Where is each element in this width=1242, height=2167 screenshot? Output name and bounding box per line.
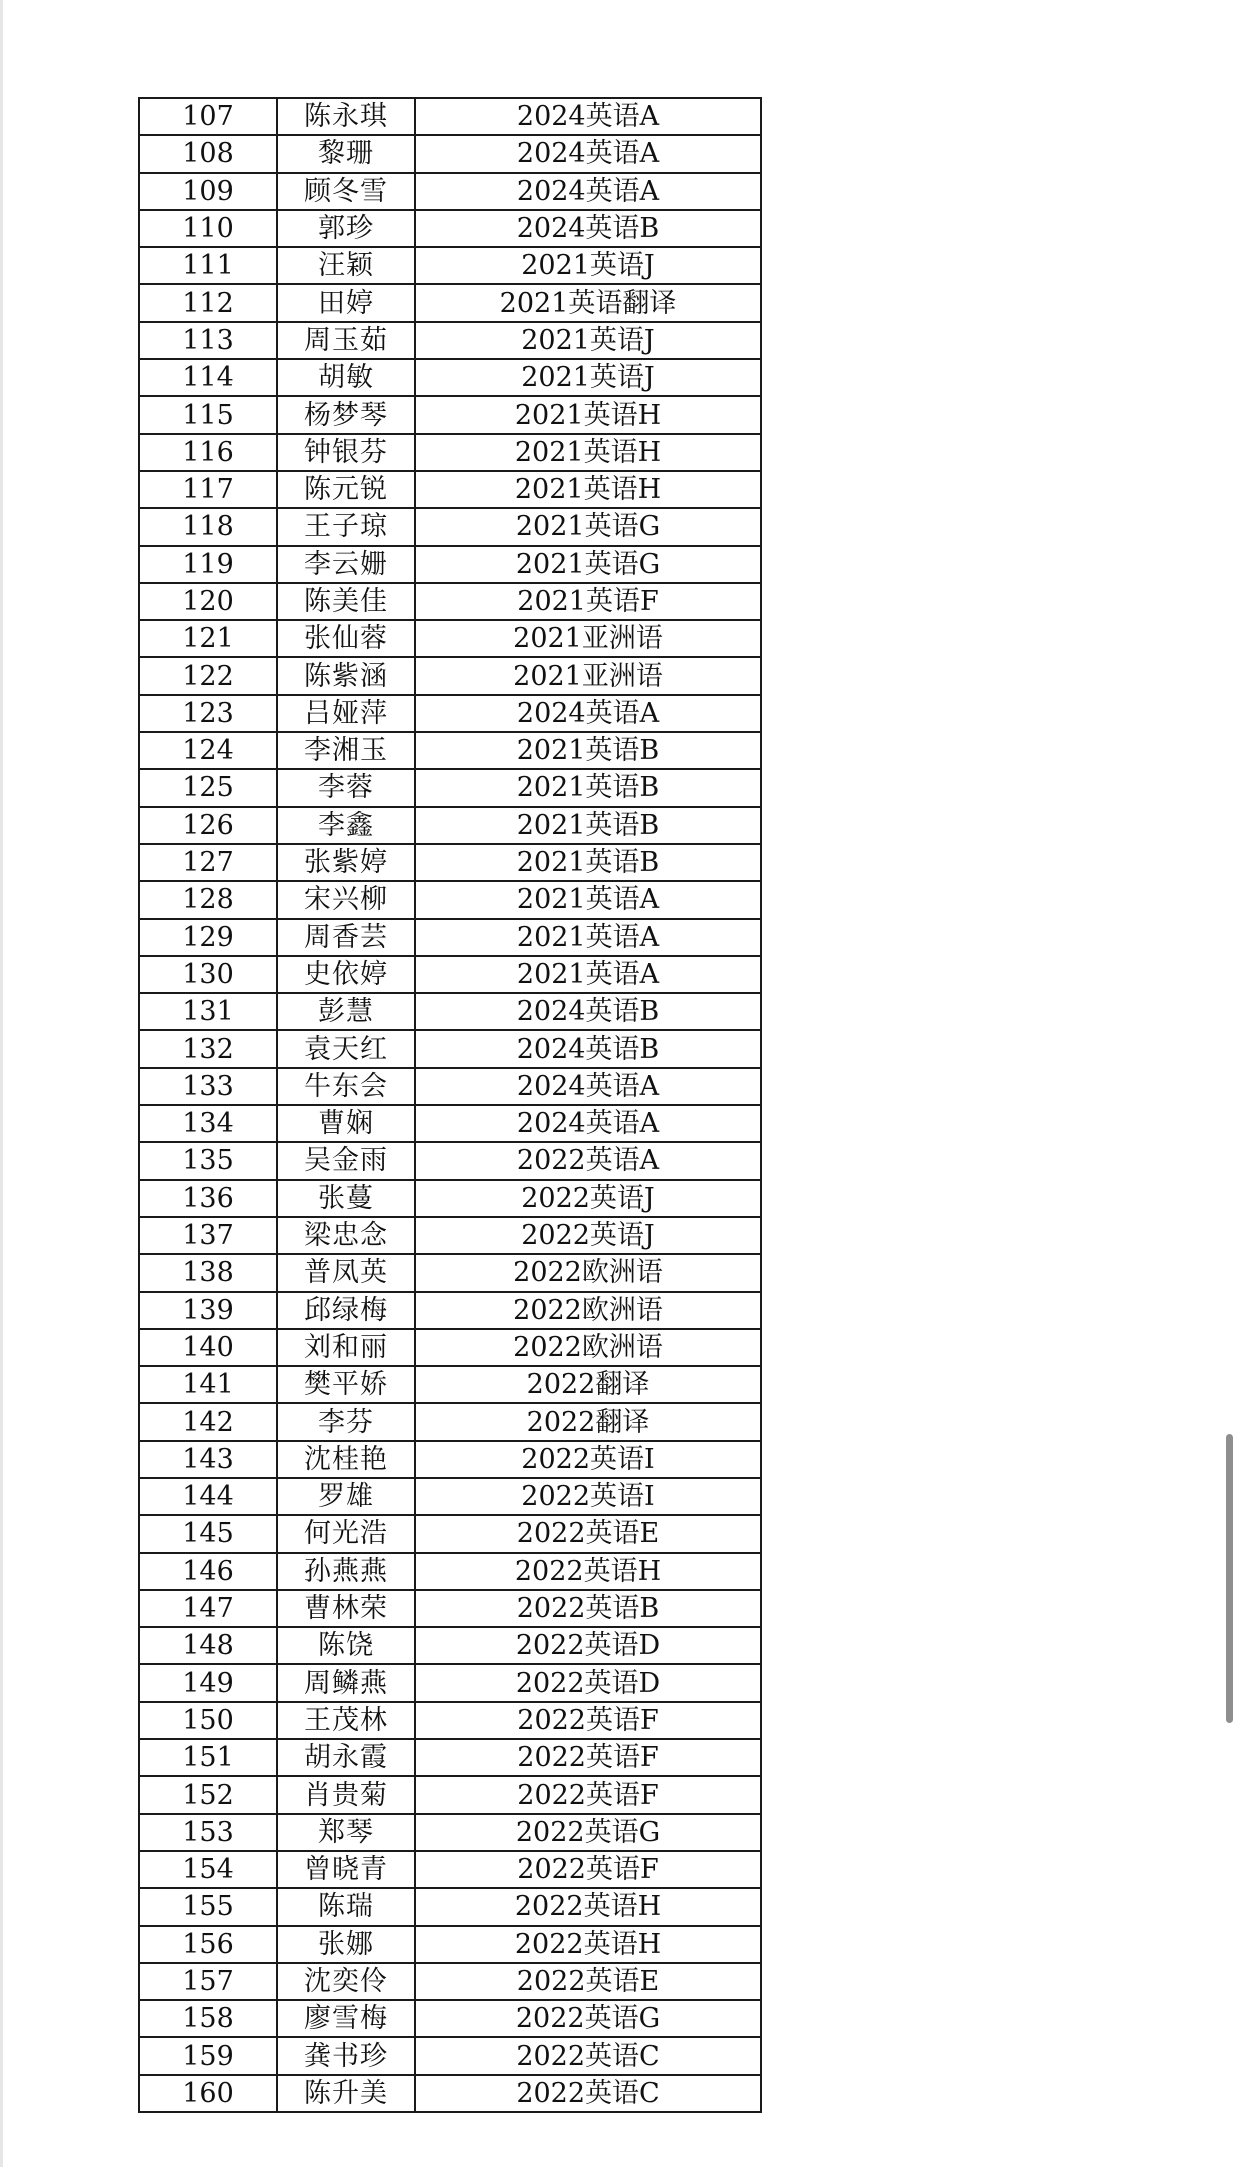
row-number-cell: 139 [139, 1292, 277, 1329]
class-name-cell: 2021英语J [415, 247, 761, 284]
table-row [139, 1403, 761, 1440]
class-name-cell: 2021英语A [415, 881, 761, 918]
student-name-cell: 张娜 [277, 1926, 415, 1963]
table-row [139, 695, 761, 732]
table-row [139, 1702, 761, 1739]
student-name-cell: 李湘玉 [277, 732, 415, 769]
row-number-cell: 141 [139, 1366, 277, 1403]
class-name-cell: 2022英语F [415, 1851, 761, 1888]
student-name-cell: 宋兴柳 [277, 881, 415, 918]
page-left-edge [0, 0, 3, 2167]
class-name-cell: 2021英语H [415, 396, 761, 433]
table-row [139, 1553, 761, 1590]
student-name-cell: 张仙蓉 [277, 620, 415, 657]
table-row [139, 1739, 761, 1776]
class-name-cell: 2022英语D [415, 1627, 761, 1664]
table-row [139, 434, 761, 471]
table-row [139, 322, 761, 359]
class-name-cell: 2022英语I [415, 1441, 761, 1478]
row-number-cell: 117 [139, 471, 277, 508]
row-number-cell: 109 [139, 173, 277, 210]
table-row [139, 1664, 761, 1701]
row-number-cell: 146 [139, 1553, 277, 1590]
student-name-cell: 周香芸 [277, 919, 415, 956]
class-name-cell: 2022英语I [415, 1478, 761, 1515]
student-name-cell: 胡永霞 [277, 1739, 415, 1776]
row-number-cell: 116 [139, 434, 277, 471]
table-row [139, 620, 761, 657]
student-name-cell: 曹林荣 [277, 1590, 415, 1627]
class-name-cell: 2022英语A [415, 1142, 761, 1179]
row-number-cell: 130 [139, 956, 277, 993]
student-name-cell: 肖贵菊 [277, 1776, 415, 1813]
class-name-cell: 2022英语D [415, 1664, 761, 1701]
table-row [139, 508, 761, 545]
row-number-cell: 136 [139, 1180, 277, 1217]
row-number-cell: 149 [139, 1664, 277, 1701]
class-name-cell: 2024英语A [415, 695, 761, 732]
table-row [139, 1926, 761, 1963]
table-row [139, 919, 761, 956]
student-name-cell: 陈饶 [277, 1627, 415, 1664]
row-number-cell: 121 [139, 620, 277, 657]
student-name-cell: 汪颖 [277, 247, 415, 284]
class-name-cell: 2021英语A [415, 919, 761, 956]
row-number-cell: 125 [139, 769, 277, 806]
student-name-cell: 李蓉 [277, 769, 415, 806]
class-name-cell: 2022英语B [415, 1590, 761, 1627]
table-row [139, 284, 761, 321]
student-name-cell: 沈奕伶 [277, 1963, 415, 2000]
class-name-cell: 2022英语F [415, 1776, 761, 1813]
row-number-cell: 150 [139, 1702, 277, 1739]
class-name-cell: 2021英语H [415, 434, 761, 471]
table-row [139, 993, 761, 1030]
class-name-cell: 2021英语B [415, 732, 761, 769]
student-name-cell: 钟银芬 [277, 434, 415, 471]
student-name-cell: 吴金雨 [277, 1142, 415, 1179]
row-number-cell: 151 [139, 1739, 277, 1776]
table-row [139, 359, 761, 396]
row-number-cell: 129 [139, 919, 277, 956]
table-row [139, 2075, 761, 2112]
table-row [139, 247, 761, 284]
row-number-cell: 143 [139, 1441, 277, 1478]
row-number-cell: 155 [139, 1888, 277, 1925]
class-name-cell: 2022英语C [415, 2037, 761, 2074]
student-name-cell: 陈升美 [277, 2075, 415, 2112]
student-name-cell: 史依婷 [277, 956, 415, 993]
class-name-cell: 2024英语A [415, 1068, 761, 1105]
class-name-cell: 2022英语F [415, 1739, 761, 1776]
table-row [139, 98, 761, 135]
table-row [139, 844, 761, 881]
student-name-cell: 孙燕燕 [277, 1553, 415, 1590]
student-name-cell: 梁忠念 [277, 1217, 415, 1254]
class-name-cell: 2022英语H [415, 1888, 761, 1925]
class-name-cell: 2022英语C [415, 2075, 761, 2112]
row-number-cell: 132 [139, 1030, 277, 1067]
class-name-cell: 2022欧洲语 [415, 1329, 761, 1366]
class-name-cell: 2021英语A [415, 956, 761, 993]
student-name-cell: 陈紫涵 [277, 657, 415, 694]
student-name-cell: 牛东会 [277, 1068, 415, 1105]
table-row [139, 1590, 761, 1627]
table-row [139, 1515, 761, 1552]
table-row [139, 881, 761, 918]
row-number-cell: 124 [139, 732, 277, 769]
class-name-cell: 2024英语B [415, 210, 761, 247]
student-name-cell: 陈美佳 [277, 583, 415, 620]
row-number-cell: 114 [139, 359, 277, 396]
table-row [139, 1105, 761, 1142]
class-name-cell: 2022英语H [415, 1926, 761, 1963]
row-number-cell: 153 [139, 1814, 277, 1851]
table-row [139, 732, 761, 769]
table-row [139, 1627, 761, 1664]
table-row [139, 1030, 761, 1067]
class-name-cell: 2021英语B [415, 844, 761, 881]
table-row [139, 1441, 761, 1478]
student-name-cell: 廖雪梅 [277, 2000, 415, 2037]
table-row [139, 1292, 761, 1329]
row-number-cell: 158 [139, 2000, 277, 2037]
table-row [139, 135, 761, 172]
class-name-cell: 2022翻译 [415, 1366, 761, 1403]
class-name-cell: 2021英语B [415, 769, 761, 806]
table-row [139, 1814, 761, 1851]
student-name-cell: 曹娴 [277, 1105, 415, 1142]
row-number-cell: 148 [139, 1627, 277, 1664]
class-name-cell: 2022英语J [415, 1180, 761, 1217]
student-name-cell: 郑琴 [277, 1814, 415, 1851]
table-row [139, 1963, 761, 2000]
class-name-cell: 2022翻译 [415, 1403, 761, 1440]
table-row [139, 1888, 761, 1925]
row-number-cell: 123 [139, 695, 277, 732]
table-row [139, 546, 761, 583]
table-row [139, 173, 761, 210]
row-number-cell: 107 [139, 98, 277, 135]
class-name-cell: 2024英语A [415, 135, 761, 172]
class-name-cell: 2022英语G [415, 1814, 761, 1851]
table-row [139, 1366, 761, 1403]
class-name-cell: 2022英语E [415, 1963, 761, 2000]
student-name-cell: 李鑫 [277, 807, 415, 844]
student-name-cell: 吕娅萍 [277, 695, 415, 732]
student-name-cell: 张紫婷 [277, 844, 415, 881]
student-name-cell: 周玉茹 [277, 322, 415, 359]
row-number-cell: 147 [139, 1590, 277, 1627]
table-row [139, 2000, 761, 2037]
row-number-cell: 110 [139, 210, 277, 247]
student-name-cell: 杨梦琴 [277, 396, 415, 433]
roster-table [138, 97, 762, 2113]
student-name-cell: 曾晓青 [277, 1851, 415, 1888]
vertical-scrollbar[interactable] [1226, 1434, 1233, 1723]
row-number-cell: 108 [139, 135, 277, 172]
student-name-cell: 邱绿梅 [277, 1292, 415, 1329]
row-number-cell: 134 [139, 1105, 277, 1142]
row-number-cell: 159 [139, 2037, 277, 2074]
student-name-cell: 何光浩 [277, 1515, 415, 1552]
student-name-cell: 刘和丽 [277, 1329, 415, 1366]
student-name-cell: 袁天红 [277, 1030, 415, 1067]
class-name-cell: 2021英语F [415, 583, 761, 620]
class-name-cell: 2022英语J [415, 1217, 761, 1254]
row-number-cell: 144 [139, 1478, 277, 1515]
student-name-cell: 陈元锐 [277, 471, 415, 508]
student-name-cell: 黎珊 [277, 135, 415, 172]
student-name-cell: 周鳞燕 [277, 1664, 415, 1701]
row-number-cell: 160 [139, 2075, 277, 2112]
class-name-cell: 2022英语H [415, 1553, 761, 1590]
table-row [139, 1478, 761, 1515]
table-row [139, 210, 761, 247]
roster-table-body [139, 98, 761, 2112]
table-row [139, 1254, 761, 1291]
class-name-cell: 2021亚洲语 [415, 620, 761, 657]
class-name-cell: 2024英语B [415, 1030, 761, 1067]
student-name-cell: 陈瑞 [277, 1888, 415, 1925]
student-name-cell: 彭慧 [277, 993, 415, 1030]
table-row [139, 583, 761, 620]
student-name-cell: 沈桂艳 [277, 1441, 415, 1478]
table-row [139, 1217, 761, 1254]
table-row [139, 956, 761, 993]
row-number-cell: 126 [139, 807, 277, 844]
row-number-cell: 111 [139, 247, 277, 284]
row-number-cell: 135 [139, 1142, 277, 1179]
class-name-cell: 2021亚洲语 [415, 657, 761, 694]
class-name-cell: 2021英语翻译 [415, 284, 761, 321]
row-number-cell: 137 [139, 1217, 277, 1254]
class-name-cell: 2022英语F [415, 1702, 761, 1739]
row-number-cell: 142 [139, 1403, 277, 1440]
table-row [139, 2037, 761, 2074]
row-number-cell: 145 [139, 1515, 277, 1552]
class-name-cell: 2024英语A [415, 98, 761, 135]
row-number-cell: 127 [139, 844, 277, 881]
class-name-cell: 2024英语A [415, 1105, 761, 1142]
table-row [139, 769, 761, 806]
student-name-cell: 罗雄 [277, 1478, 415, 1515]
student-name-cell: 胡敏 [277, 359, 415, 396]
row-number-cell: 115 [139, 396, 277, 433]
table-row [139, 471, 761, 508]
class-name-cell: 2022英语E [415, 1515, 761, 1552]
row-number-cell: 157 [139, 1963, 277, 2000]
table-row [139, 1329, 761, 1366]
table-row [139, 1180, 761, 1217]
class-name-cell: 2022英语G [415, 2000, 761, 2037]
class-name-cell: 2024英语A [415, 173, 761, 210]
class-name-cell: 2022欧洲语 [415, 1254, 761, 1291]
row-number-cell: 128 [139, 881, 277, 918]
row-number-cell: 140 [139, 1329, 277, 1366]
student-name-cell: 普凤英 [277, 1254, 415, 1291]
student-name-cell: 郭珍 [277, 210, 415, 247]
student-name-cell: 樊平娇 [277, 1366, 415, 1403]
table-row [139, 657, 761, 694]
row-number-cell: 113 [139, 322, 277, 359]
row-number-cell: 131 [139, 993, 277, 1030]
table-row [139, 1776, 761, 1813]
student-name-cell: 陈永琪 [277, 98, 415, 135]
row-number-cell: 152 [139, 1776, 277, 1813]
row-number-cell: 156 [139, 1926, 277, 1963]
class-name-cell: 2021英语J [415, 322, 761, 359]
row-number-cell: 133 [139, 1068, 277, 1105]
table-row [139, 1142, 761, 1179]
student-name-cell: 李芬 [277, 1403, 415, 1440]
row-number-cell: 118 [139, 508, 277, 545]
table-row [139, 396, 761, 433]
student-name-cell: 顾冬雪 [277, 173, 415, 210]
student-name-cell: 王子琼 [277, 508, 415, 545]
student-name-cell: 王茂林 [277, 1702, 415, 1739]
class-name-cell: 2021英语G [415, 508, 761, 545]
row-number-cell: 138 [139, 1254, 277, 1291]
table-row [139, 1068, 761, 1105]
student-name-cell: 李云姗 [277, 546, 415, 583]
student-name-cell: 田婷 [277, 284, 415, 321]
table-row [139, 1851, 761, 1888]
student-name-cell: 龚书珍 [277, 2037, 415, 2074]
row-number-cell: 120 [139, 583, 277, 620]
row-number-cell: 119 [139, 546, 277, 583]
class-name-cell: 2021英语J [415, 359, 761, 396]
class-name-cell: 2021英语H [415, 471, 761, 508]
class-name-cell: 2021英语G [415, 546, 761, 583]
student-name-cell: 张蔓 [277, 1180, 415, 1217]
row-number-cell: 122 [139, 657, 277, 694]
class-name-cell: 2022欧洲语 [415, 1292, 761, 1329]
class-name-cell: 2021英语B [415, 807, 761, 844]
class-name-cell: 2024英语B [415, 993, 761, 1030]
table-row [139, 807, 761, 844]
row-number-cell: 112 [139, 284, 277, 321]
row-number-cell: 154 [139, 1851, 277, 1888]
